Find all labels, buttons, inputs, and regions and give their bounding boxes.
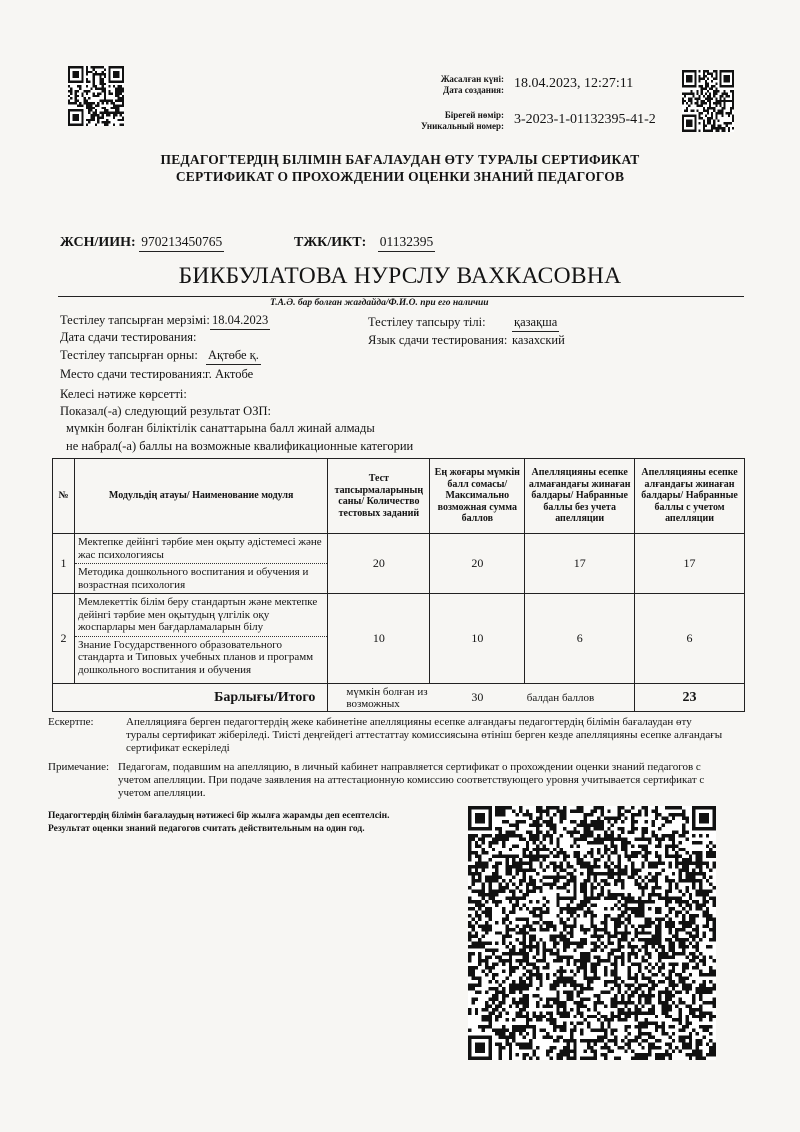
module-name-ru: Методика дошкольного воспитания и обучения и возрастная психология: [75, 563, 327, 593]
max-score: 20: [430, 534, 525, 594]
unique-id-label-kz: Бірегей нөмір:: [444, 110, 504, 120]
score-without-appeal: 17: [525, 534, 635, 594]
iin-value: 970213450765: [139, 234, 224, 252]
total-possible-value: 30: [430, 684, 525, 712]
row-number: 1: [53, 534, 75, 594]
ikt-value: 01132395: [378, 234, 436, 252]
module-cell: [74, 534, 327, 594]
results-table: [52, 458, 745, 712]
col-header-module: Модульдің атауы/ Наименование модуля: [74, 459, 327, 534]
result-text-kz: мүмкін болған біліктілік санаттарына балл жинай алмады: [66, 421, 375, 435]
col-header-max: Ең жоғары мүмкін балл сомасы/ Максимально возможная сумма баллов: [430, 459, 525, 534]
qr-code-large: [468, 806, 716, 1060]
test-place-label-ru: Место сдачи тестирования:: [60, 367, 206, 381]
module-name-kz: Мектепке дейінгі тәрбие мен оқыту әдістемесі және жас психологиясы: [77, 536, 322, 561]
test-date-label-ru: Дата сдачи тестирования:: [60, 330, 197, 344]
full-name: БИКБУЛАТОВА НУРСЛУ ВАХКАСОВНА: [178, 263, 622, 289]
note-ru-label: Примечание:: [48, 761, 110, 773]
col-header-score-appeal: Апелляцияны есепке алғандағы жинаған балдары/ Набранные баллы с учетом апелляции: [635, 459, 745, 534]
note-kz-label: Ескертпе:: [48, 716, 94, 728]
test-date-label-kz: Тестілеу тапсырған мерзімі:: [60, 313, 210, 327]
name-caption: Т.А.Ә. бар болған жағдайда/Ф.И.О. при его наличии: [270, 298, 489, 308]
unique-id-value: 3-2023-1-01132395-41-2: [514, 112, 656, 127]
unique-id-label: [372, 110, 504, 132]
total-points-text: балдан баллов: [525, 684, 635, 712]
validity-ru: Результат оценки знаний педагогов считать действительным на один год.: [48, 824, 365, 834]
ikt-row: [294, 234, 435, 252]
result-intro-kz: Келесі нәтиже көрсетті:: [60, 387, 187, 401]
qr-code-top-left: [68, 66, 124, 126]
table-header-row: [53, 459, 745, 534]
total-score: 23: [635, 684, 745, 712]
note-kz-text: Апелляцияға берген педагогтердің жеке кабинетіне апелляцияны есепке алғандағы педагогтердің білімін бағалаудан өту туралы сертификат жіберіледі. Тиісті деңгейдегі аттестаттау комиссиясына өтініш берген кезде апелляцияны есепке алғандағы сертификат ескеріледі: [126, 716, 723, 754]
module-cell: [74, 594, 327, 684]
test-lang-label-ru: Язык сдачи тестирования:: [368, 333, 508, 347]
iin-label: ЖСН/ИИН:: [60, 235, 136, 250]
unique-id-label-ru: Уникальный номер:: [421, 121, 504, 131]
test-lang-value-ru: казахский: [512, 333, 565, 347]
test-lang-label-kz: Тестілеу тапсыру тілі:: [368, 315, 486, 329]
total-label: Барлығы/Итого: [53, 684, 328, 712]
col-header-score: Апелляцияны есепке алмағандағы жинаған балдары/ Набранные баллы без учета апелляции: [525, 459, 635, 534]
test-place-value-kz: Ақтөбе қ.: [206, 348, 261, 365]
name-underline: [58, 296, 744, 297]
created-label-kz: Жасалған күні:: [440, 74, 504, 84]
row-number: 2: [53, 594, 75, 684]
qr-code-top-right: [682, 70, 734, 132]
note-ru-text: Педагогам, подавшим на апелляцию, в личный кабинет направляется сертификат о прохождении оценки знаний педагогов с учетом апелляции. При подаче заявления на аттестационную комиссию соответствующего уровня учитывается сертификат с учетом апелляции.: [118, 761, 705, 799]
test-place-label-kz: Тестілеу тапсырған орны:: [60, 348, 198, 362]
created-value: 18.04.2023, 12:27:11: [514, 76, 634, 91]
test-place-value-ru: г. Актобе: [205, 367, 254, 381]
score-without-appeal: 6: [525, 594, 635, 684]
score-with-appeal: 17: [635, 534, 745, 594]
iin-row: [60, 234, 224, 252]
created-label-ru: Дата создания:: [443, 85, 504, 95]
total-row: [53, 684, 745, 712]
result-text-ru: не набрал(-а) баллы на возможные квалификационные категории: [66, 439, 414, 453]
title-ru: СЕРТИФИКАТ О ПРОХОЖДЕНИИ ОЦЕНКИ ЗНАНИЙ ПЕДАГОГОВ: [175, 169, 625, 184]
table-row: [53, 594, 745, 684]
result-intro-ru: Показал(-а) следующий результат ОЗП:: [60, 404, 271, 418]
created-label: [372, 74, 504, 96]
module-name-ru: Знание Государственного образовательного стандарта и Типовых учебных планов и программ дошкольного воспитания и обучения: [75, 636, 327, 679]
col-header-no: №: [53, 459, 75, 534]
validity-kz: Педагогтердің білімін бағалаудың нәтижесі бір жылға жарамды деп есептелсін.: [48, 811, 390, 821]
table-row: [53, 534, 745, 594]
col-header-tasks: Тест тапсырмаларының саны/ Количество тестовых заданий: [328, 459, 430, 534]
total-possible-text: мүмкін болған из возможных: [328, 684, 430, 712]
score-with-appeal: 6: [635, 594, 745, 684]
tasks-count: 10: [328, 594, 430, 684]
module-name-kz: Мемлекеттік білім беру стандартын және мектепке дейінгі тәрбие мен оқытудың үлгілік оқу жоспарлары мен бағдарламаларын білу: [77, 596, 318, 633]
test-lang-value-kz: қазақша: [512, 315, 559, 332]
ikt-label: ТЖК/ИКТ:: [294, 235, 367, 250]
test-date-value: 18.04.2023: [210, 313, 270, 330]
title-kz: ПЕДАГОГТЕРДІҢ БІЛІМІН БАҒАЛАУДАН ӨТУ ТУРАЛЫ СЕРТИФИКАТ: [160, 152, 640, 167]
tasks-count: 20: [328, 534, 430, 594]
max-score: 10: [430, 594, 525, 684]
